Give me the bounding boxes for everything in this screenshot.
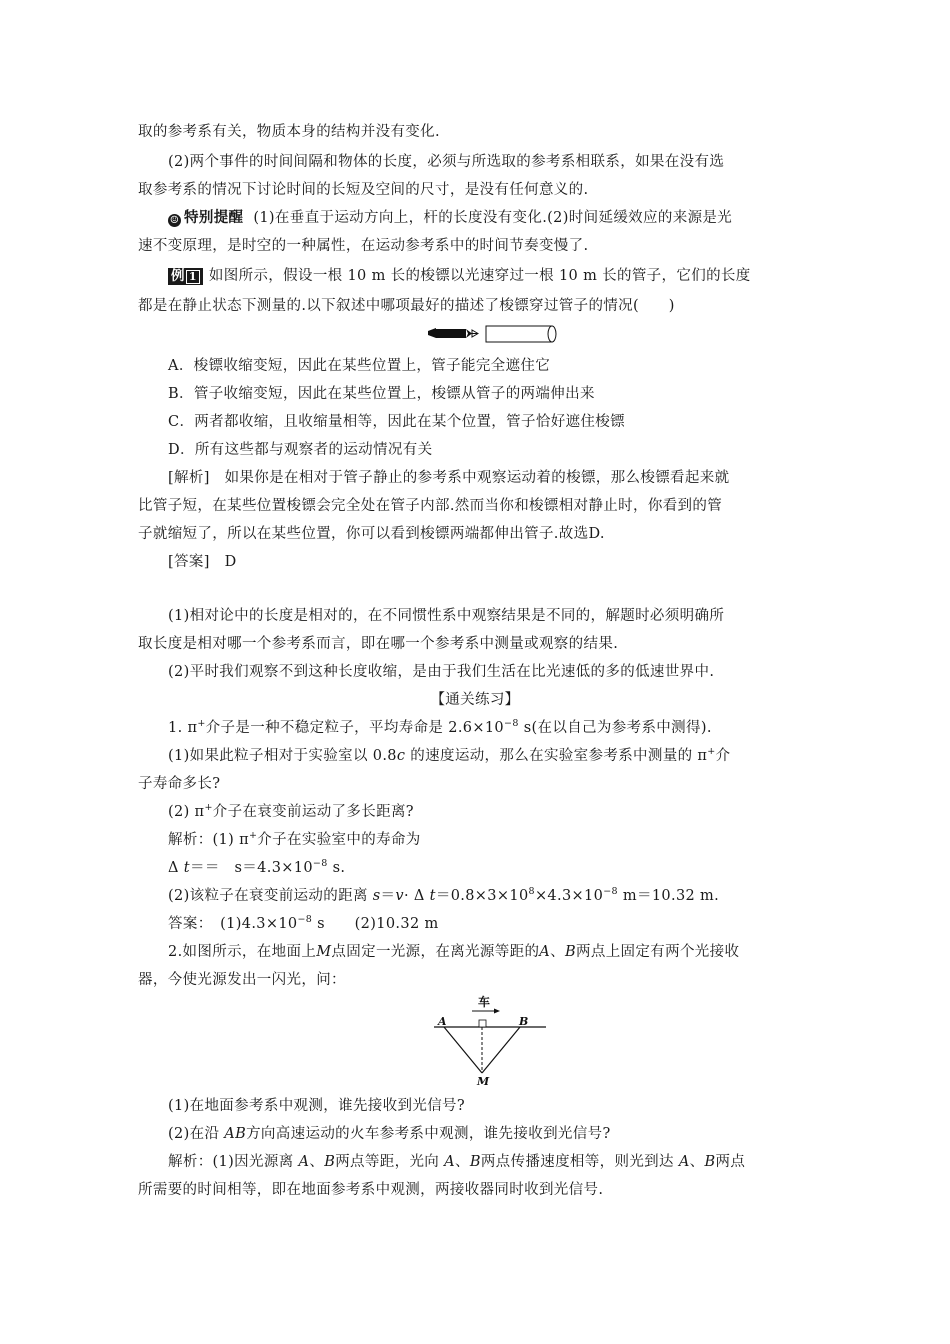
note-label: 特别提醒	[184, 209, 244, 226]
solution-line: 解析：(1)因光源离 A、B两点等距，光向 A、B两点传播速度相等，则光到达 A、B两点	[168, 1154, 746, 1170]
analysis-line: 比管子短，在某些位置梭镖会完全处在管子内部.然而当你和梭镖相对静止时，你看到的管	[138, 498, 723, 514]
text-line: 取参考系的情况下讨论时间的长短及空间的尺寸，是没有任何意义的.	[138, 182, 589, 198]
summary-line: 取长度是相对哪一个参考系而言，即在哪一个参考系中测量或观察的结果.	[138, 636, 619, 652]
practice-question-1: 1. π+介子是一种不稳定粒子，平均寿命是 $2.6\times 10^{-8}$ s(在以自己为参考系中测得).	[168, 718, 712, 736]
javelin-arrow	[466, 329, 472, 338]
option-c: C．两者都收缩，且收缩量相等，因此在某个位置，管子恰好遮住梭镖	[168, 414, 625, 430]
javelin-body	[436, 329, 466, 338]
example-badge: 例 1	[168, 268, 203, 285]
practice-subquestion: (2)在沿 AB方向高速运动的火车参考系中观测，谁先接收到光信号?	[168, 1126, 611, 1142]
answer-line: [答案] D	[168, 554, 237, 570]
analysis-line: 子就缩短了，所以在某些位置，你可以看到梭镖两端都伸出管子.故选D.	[138, 526, 605, 542]
text-line: 都是在静止状态下测量的.以下叙述中哪项最好的描述了梭镖穿过管子的情况( )	[138, 298, 675, 314]
special-note	[168, 208, 732, 228]
summary-line: (1)相对论中的长度是相对的，在不同惯性系中观察结果是不同的，解题时必须明确所	[168, 608, 725, 624]
option-a: A．梭镖收缩变短，因此在某些位置上，管子能完全遮住它	[168, 358, 551, 374]
text-line: (2)两个事件的时间间隔和物体的长度，必须与所选取的参考系相联系，如果在没有选	[168, 154, 725, 170]
label-a: A	[438, 1015, 447, 1028]
line-mb	[482, 1027, 520, 1073]
label-m: M	[477, 1075, 490, 1086]
practice-question-2: 2.如图所示，在地面上M点固定一光源，在离光源等距的A、B两点上固定有两个光接收	[168, 944, 740, 960]
tube	[486, 326, 552, 342]
label-b: B	[519, 1015, 529, 1028]
text-line: 速不变原理，是时空的一种属性，在运动参考系中的时间节奏变慢了.	[138, 238, 589, 254]
practice-subquestion: (1)在地面参考系中观测，谁先接收到光信号?	[168, 1098, 466, 1114]
option-d: D．所有这些都与观察者的运动情况有关	[168, 442, 433, 458]
javelin-tip	[428, 328, 436, 338]
right-angle-mark	[479, 1020, 486, 1027]
text-line: 子寿命多长?	[138, 776, 221, 792]
tube-end	[548, 326, 556, 342]
solution-line: (2)该粒子在衰变前运动的距离 s＝v· Δ $t=0.8\times 3\times 10^8\times 4.3\times 10^{-8}$ m＝10.32 m.	[168, 886, 720, 904]
text-line: 所需要的时间相等，即在地面参考系中观测，两接收器同时收到光信号.	[138, 1182, 604, 1198]
light-source-figure	[430, 994, 550, 1086]
summary-line: (2)平时我们观察不到这种长度收缩，是由于我们生活在比光速低的多的低速世界中.	[168, 664, 715, 680]
practice-title: 【通关练习】	[430, 692, 520, 708]
note-text: (1)在垂直于运动方向上，杆的长度没有变化.(2)时间延缓效应的来源是光	[253, 210, 733, 226]
line-ma	[444, 1027, 482, 1073]
smile-icon: ☺	[169, 215, 180, 226]
car-arrow-head	[494, 1009, 500, 1014]
practice-answer: 答案： $(1)4.3\times 10^{-8}$ s (2)10.32 m	[168, 914, 439, 932]
example-1	[168, 266, 751, 286]
example-text: 如图所示，假设一根 10 m 长的梭镖以光速穿过一根 10 m 长的管子，它们的长度	[208, 268, 751, 284]
option-b: B．管子收缩变短，因此在某些位置上，梭镖从管子的两端伸出来	[168, 386, 595, 402]
javelin-tube-figure	[428, 324, 560, 346]
practice-subquestion: (1)如果此粒子相对于实验室以 0.8c 的速度运动，那么在实验室参考系中测量的 π+介	[168, 746, 731, 764]
solution-line: Δ t＝＝ $s=4.3\times 10^{-8}$ s.	[168, 858, 346, 876]
car-label: 车	[478, 995, 491, 1009]
text-line: 器，今使光源发出一闪光，问：	[138, 972, 346, 988]
text-line: 取的参考系有关，物质本身的结构并没有变化.	[138, 124, 440, 140]
practice-subquestion: (2) π+介子在衰变前运动了多长距离?	[168, 802, 414, 820]
solution-line: 解析：(1) π+介子在实验室中的寿命为	[168, 830, 421, 848]
analysis-line: [解析] 如果你是在相对于管子静止的参考系中观察运动着的梭镖，那么梭镖看起来就	[168, 470, 730, 486]
